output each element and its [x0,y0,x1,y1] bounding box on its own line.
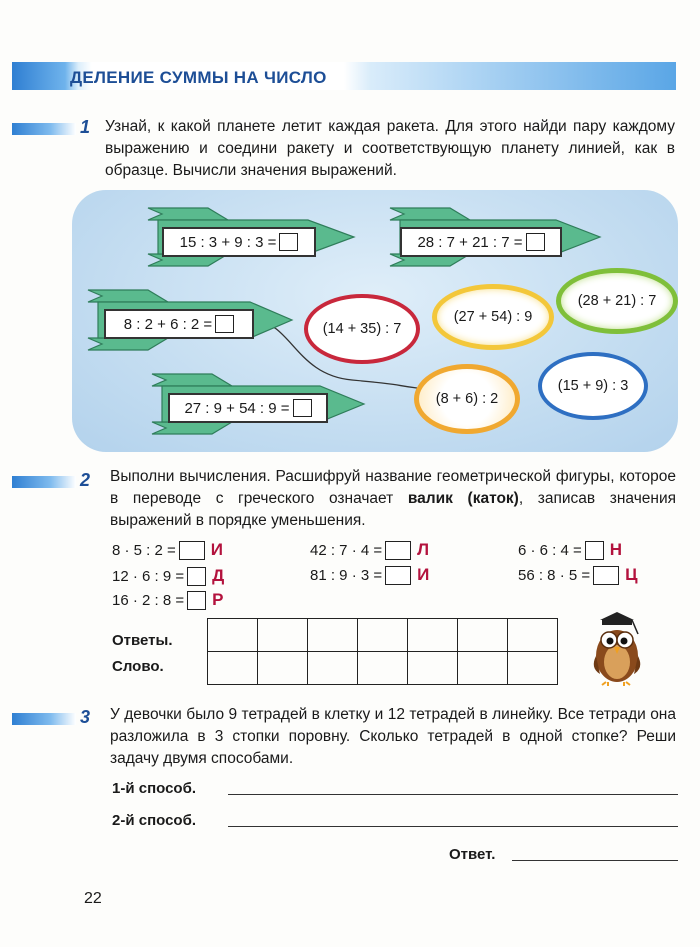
rocket-1-expression: 15 : 3 + 9 : 3 = [162,227,316,257]
grid-cell[interactable] [308,652,358,685]
grid-cell[interactable] [258,619,308,652]
task2-text: Выполни вычисления. Расшифруй название геометрической фигуры, которое в переводе с греческого означает валик (каток), записав значения выражений в порядке уменьшения. [110,468,676,529]
owl-icon [588,612,646,686]
planet-4: (8 + 6) : 2 [414,364,520,434]
rocket-2-expression: 28 : 7 + 21 : 7 = [400,227,562,257]
planet-5: (15 + 9) : 3 [538,352,648,420]
grid-cell[interactable] [408,619,458,652]
task1-number: 1 [80,117,91,137]
grid-cell[interactable] [358,652,408,685]
answer-box[interactable] [593,566,619,585]
word-row [208,652,558,685]
task2-marker [12,476,76,488]
grid-cell[interactable] [258,652,308,685]
grid-cell[interactable] [208,619,258,652]
expression-3: 16 · 2 : 8 = Р [112,590,224,609]
page-title: ДЕЛЕНИЕ СУММЫ НА ЧИСЛО [70,68,327,87]
way1-line[interactable] [228,794,678,795]
task3-number: 3 [80,707,91,727]
word-label: Слово. [112,658,164,675]
task3-text: У девочки было 9 тетрадей в клетку и 12 тетрадей в линейку. Все тетради она разложила в 3 стопки поровну. Сколько тетрадей в одной стопке? Реши задачу двумя способами. [110,706,676,767]
answer-box[interactable] [279,233,298,251]
answer-label: Ответ. [449,846,496,863]
way2-label: 2-й способ. [112,812,197,829]
answer-box[interactable] [526,233,545,251]
answer-line[interactable] [512,860,678,861]
grid-cell[interactable] [458,652,508,685]
expression-4: 42 : 7 · 4 = Л [310,540,430,559]
answer-box[interactable] [385,541,411,560]
answer-box[interactable] [293,399,312,417]
expression-1: 8 · 5 : 2 = И [112,540,224,559]
task1-text: Узнай, к какой планете летит каждая ракета. Для этого найди пару каждому выражению и соедини ракету и соответствующую планету линией, как в образце. Вычисли значения выражений. [105,118,675,179]
answers-row [208,619,558,652]
answer-box[interactable] [385,566,411,585]
way2-line[interactable] [228,826,678,827]
answers-label: Ответы. [112,632,173,649]
answer-box[interactable] [179,541,205,560]
rocket-panel [72,190,678,452]
rocket-4-expression: 27 : 9 + 54 : 9 = [168,393,328,423]
answer-grid [207,618,558,685]
planet-1: (28 + 21) : 7 [556,268,678,334]
answer-box[interactable] [187,591,206,610]
expression-6: 6 · 6 : 4 = Н [518,540,623,559]
task2-number: 2 [80,470,91,490]
way1-label: 1-й способ. [112,780,197,797]
expression-7: 56 : 8 · 5 = Ц [518,565,638,584]
answer-box[interactable] [187,567,206,586]
answer-box[interactable] [585,541,604,560]
planet-3: (27 + 54) : 9 [432,284,554,350]
task3-marker [12,713,76,725]
grid-cell[interactable] [508,619,558,652]
task1-marker [12,123,76,135]
grid-cell[interactable] [208,652,258,685]
rocket-3-expression: 8 : 2 + 6 : 2 = [104,309,254,339]
expression-5: 81 : 9 · 3 = И [310,565,430,584]
grid-cell[interactable] [358,619,408,652]
grid-cell[interactable] [308,619,358,652]
page-number: 22 [84,890,102,907]
expression-2: 12 · 6 : 9 = Д [112,566,225,585]
planet-2: (14 + 35) : 7 [304,294,420,364]
task2-bold-term: валик (каток) [407,490,519,507]
grid-cell[interactable] [458,619,508,652]
answer-box[interactable] [215,315,234,333]
grid-cell[interactable] [408,652,458,685]
grid-cell[interactable] [508,652,558,685]
